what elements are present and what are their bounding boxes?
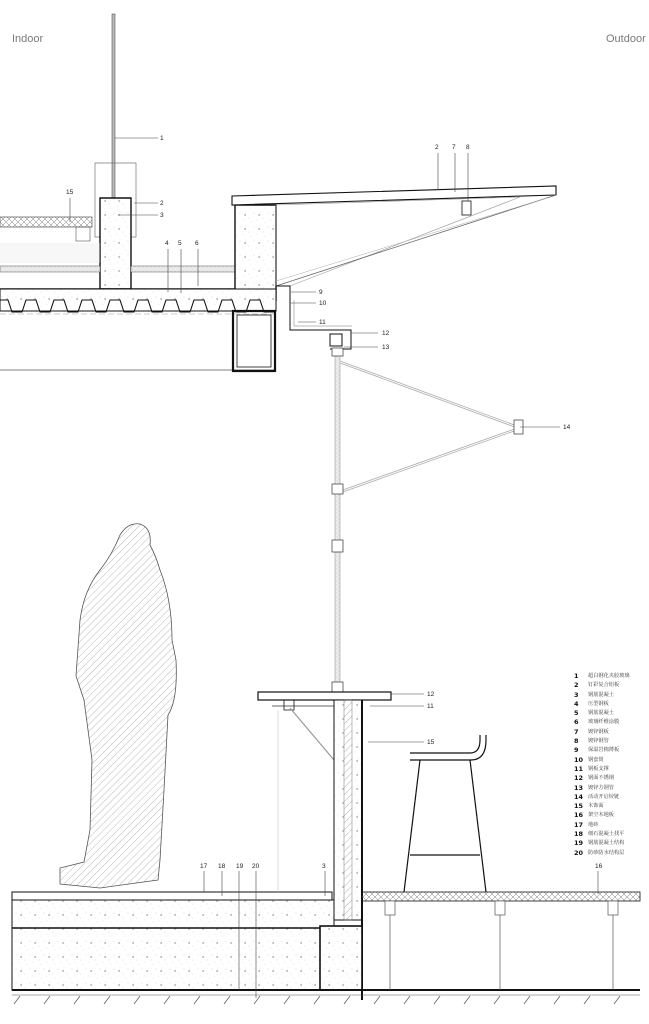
indoor-label: Indoor bbox=[12, 33, 44, 45]
legend-number: 9 bbox=[574, 746, 579, 755]
callout-19: 19 bbox=[236, 863, 244, 870]
legend-number: 10 bbox=[574, 755, 584, 764]
callout-1: 1 bbox=[160, 135, 164, 142]
bar-stool bbox=[404, 735, 486, 892]
legend-text: 保温岩棉薄板 bbox=[588, 747, 620, 754]
legend-text: 钢筋混凝土 bbox=[588, 710, 614, 717]
legend-text: 地砖 bbox=[588, 821, 599, 828]
legend-item bbox=[574, 802, 630, 811]
canopy-tube bbox=[462, 201, 471, 215]
legend-item bbox=[574, 691, 630, 700]
legend-text: 木饰面 bbox=[588, 803, 604, 810]
legend-item bbox=[574, 784, 630, 793]
legend-number: 13 bbox=[574, 783, 584, 792]
footing bbox=[320, 926, 362, 990]
legend-number: 8 bbox=[574, 737, 579, 746]
legend-text: 细石混凝土找平 bbox=[588, 831, 625, 838]
legend-number: 2 bbox=[574, 681, 579, 690]
legend-item bbox=[574, 774, 630, 783]
steel-box-beam bbox=[233, 311, 275, 371]
callout-11-top: 11 bbox=[319, 319, 326, 326]
callout-2-canopy: 2 bbox=[435, 144, 439, 151]
legend-number: 14 bbox=[574, 792, 584, 801]
callout-15-bar: 15 bbox=[427, 739, 435, 746]
legend-item bbox=[574, 728, 630, 737]
callout-12-top: 12 bbox=[382, 330, 390, 337]
legend-number: 18 bbox=[574, 830, 584, 839]
mullion bbox=[335, 350, 340, 690]
facade bbox=[332, 348, 523, 692]
legend-item bbox=[574, 830, 630, 839]
indoor-floor-topping bbox=[12, 892, 332, 900]
legend-item bbox=[574, 849, 630, 858]
callout-7: 7 bbox=[452, 144, 456, 151]
legend-item bbox=[574, 718, 630, 727]
legend-number: 15 bbox=[574, 802, 584, 811]
legend-number: 19 bbox=[574, 839, 584, 848]
legend-item bbox=[574, 737, 630, 746]
callout-15-top: 15 bbox=[66, 189, 74, 196]
legend-number: 1 bbox=[574, 672, 579, 680]
person-silhouette bbox=[60, 524, 176, 888]
floor-bar-mid bbox=[131, 266, 235, 272]
legend-item bbox=[574, 839, 630, 848]
legend-text: 钢套筒 bbox=[588, 756, 604, 763]
legend-item bbox=[574, 756, 630, 765]
legend-number: 12 bbox=[574, 774, 584, 783]
callout-10: 10 bbox=[319, 300, 327, 307]
callout-3: 3 bbox=[160, 212, 164, 219]
callout-14: 14 bbox=[563, 424, 571, 431]
floor-bar-left bbox=[0, 266, 100, 272]
legend-text: 钉彩复合铝板 bbox=[588, 682, 620, 689]
legend-text: 钢筋混凝土 bbox=[588, 691, 614, 698]
callout-12-bar: 12 bbox=[427, 691, 435, 698]
legend-text: 压型钢板 bbox=[588, 700, 609, 707]
legend-item bbox=[574, 821, 630, 830]
glass-pane bbox=[112, 14, 115, 199]
floor-finish-left bbox=[0, 217, 92, 227]
legend-text: 防砂防水结构层 bbox=[588, 849, 625, 856]
legend-item bbox=[574, 811, 630, 820]
legend-item bbox=[574, 681, 630, 690]
legend-item bbox=[574, 700, 630, 709]
counter-top bbox=[258, 692, 391, 700]
legend-item bbox=[574, 746, 630, 755]
legend-number: 6 bbox=[574, 718, 579, 727]
callout-4: 4 bbox=[165, 240, 169, 247]
callout-9: 9 bbox=[319, 289, 323, 296]
legend-item bbox=[574, 709, 630, 718]
legend-number: 17 bbox=[574, 820, 584, 829]
legend-number: 5 bbox=[574, 709, 579, 718]
callout-13: 13 bbox=[382, 344, 390, 351]
callout-18: 18 bbox=[218, 863, 226, 870]
legend-text: 钢面不锈钢 bbox=[588, 775, 614, 782]
callout-20: 20 bbox=[252, 863, 260, 870]
callout-2: 2 bbox=[160, 200, 164, 207]
callout-3-ground: 3 bbox=[322, 863, 326, 870]
legend-text: 活动开启铰链 bbox=[588, 793, 620, 800]
callout-17: 17 bbox=[200, 863, 208, 870]
legend-item bbox=[574, 793, 630, 802]
upper-slab bbox=[0, 14, 276, 371]
indoor-slab bbox=[12, 900, 334, 990]
legend-text: 镀锌钢板 bbox=[588, 728, 609, 735]
concrete-upstand bbox=[100, 198, 131, 289]
legend-text: 镀锌方钢管 bbox=[588, 784, 614, 791]
legend-number: 11 bbox=[574, 764, 584, 773]
concrete-upstand-right bbox=[235, 205, 276, 300]
material-legend bbox=[574, 672, 630, 858]
legend-item bbox=[574, 672, 630, 681]
callout-5: 5 bbox=[178, 240, 182, 247]
legend-number: 4 bbox=[574, 699, 579, 708]
legend-text: 超白钢化夹胶玻璃 bbox=[588, 673, 630, 679]
outdoor-label: Outdoor bbox=[606, 33, 646, 45]
legend-number: 7 bbox=[574, 727, 579, 736]
legend-text: 钢筋混凝土结构 bbox=[588, 840, 625, 847]
legend-number: 20 bbox=[574, 848, 584, 857]
legend-number: 16 bbox=[574, 811, 584, 820]
open-sash bbox=[340, 362, 520, 492]
callout-8: 8 bbox=[466, 144, 470, 151]
callout-6: 6 bbox=[195, 240, 199, 247]
legend-text: 架空木地板 bbox=[588, 812, 614, 819]
legend-text: 镀锌钢管 bbox=[588, 738, 609, 745]
legend-number: 3 bbox=[574, 690, 579, 699]
legend-text: 钢板支撑 bbox=[588, 765, 609, 772]
callout-11-bar: 11 bbox=[427, 703, 434, 710]
callout-16: 16 bbox=[595, 863, 603, 870]
legend-text: 玻璃纤维涂膜 bbox=[588, 719, 620, 726]
canopy bbox=[232, 186, 556, 349]
legend-item bbox=[574, 765, 630, 774]
